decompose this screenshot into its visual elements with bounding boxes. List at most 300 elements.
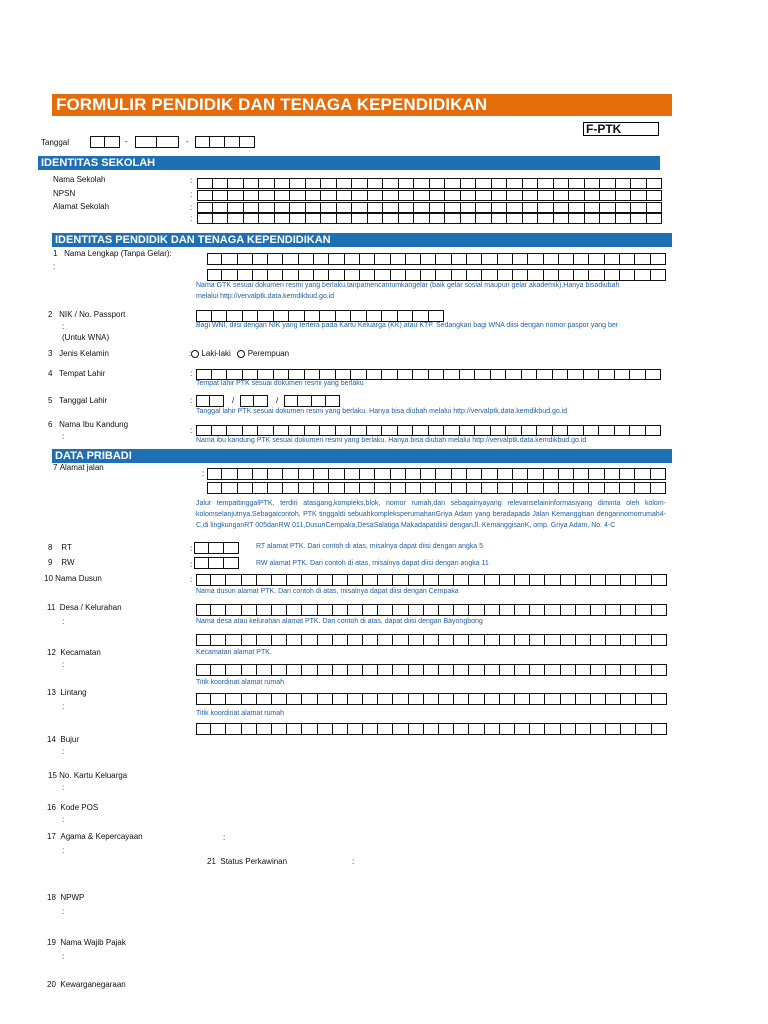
tanggal-year-boxes[interactable] (195, 136, 255, 148)
char-box[interactable] (244, 178, 260, 189)
char-box[interactable] (469, 604, 484, 616)
char-box[interactable] (530, 723, 545, 735)
char-box[interactable] (616, 202, 632, 213)
char-box[interactable] (253, 253, 268, 265)
char-box[interactable] (243, 425, 259, 436)
f6-boxes[interactable] (196, 425, 661, 436)
char-box[interactable] (522, 369, 538, 380)
char-box[interactable] (439, 604, 454, 616)
char-box[interactable] (257, 634, 272, 646)
char-box[interactable] (197, 190, 213, 201)
char-box[interactable] (507, 190, 523, 201)
char-box[interactable] (393, 723, 408, 735)
char-box[interactable] (605, 253, 620, 265)
char-box[interactable] (360, 482, 375, 494)
f13-boxes[interactable] (196, 664, 667, 676)
char-box[interactable] (211, 723, 226, 735)
char-box[interactable] (452, 468, 467, 480)
char-box[interactable] (620, 482, 635, 494)
char-box[interactable] (399, 202, 415, 213)
char-box[interactable] (652, 723, 667, 735)
char-box[interactable] (507, 202, 523, 213)
char-box[interactable] (430, 202, 446, 213)
char-box[interactable] (414, 190, 430, 201)
char-box[interactable] (299, 253, 314, 265)
char-box[interactable] (621, 664, 636, 676)
char-box[interactable] (605, 482, 620, 494)
char-box[interactable] (475, 369, 491, 380)
char-box[interactable] (476, 190, 492, 201)
f9-boxes[interactable] (194, 557, 239, 569)
tanggal-month-boxes[interactable] (135, 136, 179, 148)
char-box[interactable] (302, 693, 317, 705)
char-box[interactable] (500, 693, 515, 705)
char-box[interactable] (196, 604, 211, 616)
char-box[interactable] (600, 190, 616, 201)
char-box[interactable] (445, 190, 461, 201)
char-box[interactable] (454, 664, 469, 676)
char-box[interactable] (348, 634, 363, 646)
char-box[interactable] (545, 634, 560, 646)
char-box[interactable] (635, 468, 650, 480)
char-box[interactable] (568, 369, 584, 380)
char-box[interactable] (242, 693, 257, 705)
char-box[interactable] (393, 634, 408, 646)
char-box[interactable] (424, 693, 439, 705)
char-box[interactable] (318, 574, 333, 586)
char-box[interactable] (515, 664, 530, 676)
char-box[interactable] (545, 664, 560, 676)
char-box[interactable] (500, 604, 515, 616)
char-box[interactable] (620, 253, 635, 265)
char-box[interactable] (314, 253, 329, 265)
char-box[interactable] (409, 634, 424, 646)
f1-boxes-2[interactable] (207, 269, 666, 281)
char-box[interactable] (399, 190, 415, 201)
char-box[interactable] (333, 723, 348, 735)
char-box[interactable] (211, 664, 226, 676)
char-box[interactable] (436, 468, 451, 480)
char-box[interactable] (337, 178, 353, 189)
char-box[interactable] (378, 693, 393, 705)
char-box[interactable] (469, 664, 484, 676)
char-box[interactable] (329, 269, 344, 281)
char-box[interactable] (345, 253, 360, 265)
char-box[interactable] (299, 468, 314, 480)
f10-boxes[interactable] (196, 574, 667, 586)
char-box[interactable] (226, 664, 241, 676)
char-box[interactable] (454, 723, 469, 735)
laki-laki-radio[interactable] (191, 350, 199, 358)
char-box[interactable] (378, 574, 393, 586)
char-box[interactable] (196, 693, 211, 705)
char-box[interactable] (302, 574, 317, 586)
char-box[interactable] (530, 693, 545, 705)
char-box[interactable] (406, 269, 421, 281)
char-box[interactable] (523, 178, 539, 189)
char-box[interactable] (651, 482, 666, 494)
char-box[interactable] (274, 425, 290, 436)
char-box[interactable] (244, 213, 260, 224)
char-box[interactable] (430, 190, 446, 201)
alamat-sekolah-boxes-1[interactable] (197, 202, 662, 213)
char-box[interactable] (363, 574, 378, 586)
char-box[interactable] (545, 723, 560, 735)
char-box[interactable] (242, 604, 257, 616)
char-box[interactable] (318, 604, 333, 616)
char-box[interactable] (584, 369, 600, 380)
char-box[interactable] (591, 604, 606, 616)
char-box[interactable] (544, 468, 559, 480)
char-box[interactable] (258, 425, 274, 436)
char-box[interactable] (652, 574, 667, 586)
char-box[interactable] (461, 190, 477, 201)
char-box[interactable] (620, 468, 635, 480)
char-box[interactable] (421, 253, 436, 265)
char-box[interactable] (302, 723, 317, 735)
char-box[interactable] (436, 253, 451, 265)
char-box[interactable] (211, 604, 226, 616)
char-box[interactable] (636, 574, 651, 586)
char-box[interactable] (515, 693, 530, 705)
char-box[interactable] (105, 136, 120, 148)
char-box[interactable] (363, 693, 378, 705)
char-box[interactable] (209, 557, 224, 569)
char-box[interactable] (257, 723, 272, 735)
char-box[interactable] (393, 574, 408, 586)
char-box[interactable] (257, 664, 272, 676)
char-box[interactable] (259, 213, 275, 224)
char-box[interactable] (498, 269, 513, 281)
char-box[interactable] (538, 178, 554, 189)
char-box[interactable] (299, 269, 314, 281)
f12-boxes[interactable] (196, 634, 667, 646)
char-box[interactable] (212, 425, 228, 436)
char-box[interactable] (528, 468, 543, 480)
char-box[interactable] (306, 190, 322, 201)
char-box[interactable] (290, 190, 306, 201)
char-box[interactable] (600, 213, 616, 224)
char-box[interactable] (559, 482, 574, 494)
char-box[interactable] (485, 574, 500, 586)
char-box[interactable] (378, 664, 393, 676)
char-box[interactable] (326, 395, 340, 407)
char-box[interactable] (368, 202, 384, 213)
char-box[interactable] (537, 369, 553, 380)
char-box[interactable] (424, 634, 439, 646)
char-box[interactable] (196, 723, 211, 735)
char-box[interactable] (305, 425, 321, 436)
char-box[interactable] (485, 723, 500, 735)
char-box[interactable] (421, 482, 436, 494)
char-box[interactable] (318, 634, 333, 646)
char-box[interactable] (222, 269, 237, 281)
char-box[interactable] (409, 664, 424, 676)
char-box[interactable] (492, 213, 508, 224)
f1-boxes-1[interactable] (207, 253, 666, 265)
char-box[interactable] (290, 213, 306, 224)
char-box[interactable] (576, 664, 591, 676)
char-box[interactable] (272, 634, 287, 646)
char-box[interactable] (424, 604, 439, 616)
char-box[interactable] (445, 213, 461, 224)
char-box[interactable] (393, 664, 408, 676)
char-box[interactable] (646, 425, 662, 436)
char-box[interactable] (197, 202, 213, 213)
char-box[interactable] (500, 664, 515, 676)
char-box[interactable] (482, 482, 497, 494)
char-box[interactable] (275, 202, 291, 213)
char-box[interactable] (631, 202, 647, 213)
char-box[interactable] (492, 202, 508, 213)
char-box[interactable] (398, 369, 414, 380)
char-box[interactable] (409, 693, 424, 705)
char-box[interactable] (585, 190, 601, 201)
char-box[interactable] (222, 468, 237, 480)
char-box[interactable] (492, 178, 508, 189)
char-box[interactable] (469, 634, 484, 646)
char-box[interactable] (576, 604, 591, 616)
char-box[interactable] (409, 574, 424, 586)
char-box[interactable] (544, 482, 559, 494)
char-box[interactable] (352, 213, 368, 224)
char-box[interactable] (452, 482, 467, 494)
f11-boxes[interactable] (196, 604, 667, 616)
char-box[interactable] (257, 693, 272, 705)
char-box[interactable] (196, 574, 211, 586)
char-box[interactable] (228, 190, 244, 201)
char-box[interactable] (318, 664, 333, 676)
char-box[interactable] (554, 202, 570, 213)
char-box[interactable] (196, 634, 211, 646)
char-box[interactable] (636, 664, 651, 676)
char-box[interactable] (530, 634, 545, 646)
char-box[interactable] (318, 693, 333, 705)
char-box[interactable] (620, 269, 635, 281)
char-box[interactable] (391, 468, 406, 480)
f14-boxes[interactable] (196, 693, 667, 705)
char-box[interactable] (469, 693, 484, 705)
char-box[interactable] (591, 664, 606, 676)
char-box[interactable] (211, 574, 226, 586)
char-box[interactable] (561, 604, 576, 616)
char-box[interactable] (538, 190, 554, 201)
char-box[interactable] (430, 213, 446, 224)
char-box[interactable] (351, 425, 367, 436)
char-box[interactable] (589, 269, 604, 281)
char-box[interactable] (337, 202, 353, 213)
char-box[interactable] (272, 604, 287, 616)
char-box[interactable] (605, 269, 620, 281)
char-box[interactable] (621, 604, 636, 616)
char-box[interactable] (651, 253, 666, 265)
char-box[interactable] (576, 723, 591, 735)
f5-month-boxes[interactable] (240, 395, 268, 407)
char-box[interactable] (506, 425, 522, 436)
char-box[interactable] (569, 213, 585, 224)
char-box[interactable] (599, 369, 615, 380)
char-box[interactable] (652, 604, 667, 616)
char-box[interactable] (469, 723, 484, 735)
char-box[interactable] (406, 468, 421, 480)
char-box[interactable] (591, 574, 606, 586)
char-box[interactable] (238, 253, 253, 265)
char-box[interactable] (589, 468, 604, 480)
char-box[interactable] (226, 604, 241, 616)
char-box[interactable] (398, 425, 414, 436)
char-box[interactable] (461, 202, 477, 213)
char-box[interactable] (652, 693, 667, 705)
char-box[interactable] (469, 574, 484, 586)
char-box[interactable] (268, 269, 283, 281)
char-box[interactable] (226, 693, 241, 705)
char-box[interactable] (498, 482, 513, 494)
char-box[interactable] (329, 468, 344, 480)
char-box[interactable] (476, 178, 492, 189)
char-box[interactable] (242, 574, 257, 586)
char-box[interactable] (444, 425, 460, 436)
char-box[interactable] (228, 202, 244, 213)
char-box[interactable] (382, 425, 398, 436)
char-box[interactable] (554, 178, 570, 189)
char-box[interactable] (329, 482, 344, 494)
char-box[interactable] (454, 634, 469, 646)
char-box[interactable] (207, 468, 222, 480)
char-box[interactable] (647, 190, 663, 201)
char-box[interactable] (636, 693, 651, 705)
char-box[interactable] (585, 213, 601, 224)
char-box[interactable] (444, 369, 460, 380)
char-box[interactable] (621, 634, 636, 646)
char-box[interactable] (544, 253, 559, 265)
char-box[interactable] (436, 482, 451, 494)
char-box[interactable] (259, 178, 275, 189)
char-box[interactable] (290, 178, 306, 189)
char-box[interactable] (275, 213, 291, 224)
char-box[interactable] (368, 213, 384, 224)
char-box[interactable] (207, 269, 222, 281)
char-box[interactable] (545, 574, 560, 586)
f8-boxes[interactable] (194, 542, 239, 554)
char-box[interactable] (522, 425, 538, 436)
char-box[interactable] (429, 425, 445, 436)
char-box[interactable] (585, 202, 601, 213)
char-box[interactable] (345, 468, 360, 480)
char-box[interactable] (500, 574, 515, 586)
char-box[interactable] (591, 723, 606, 735)
char-box[interactable] (226, 634, 241, 646)
char-box[interactable] (213, 202, 229, 213)
char-box[interactable] (306, 178, 322, 189)
char-box[interactable] (259, 190, 275, 201)
char-box[interactable] (461, 178, 477, 189)
char-box[interactable] (460, 425, 476, 436)
char-box[interactable] (631, 190, 647, 201)
char-box[interactable] (238, 269, 253, 281)
char-box[interactable] (630, 425, 646, 436)
char-box[interactable] (467, 253, 482, 265)
perempuan-radio[interactable] (237, 350, 245, 358)
char-box[interactable] (439, 693, 454, 705)
char-box[interactable] (553, 425, 569, 436)
char-box[interactable] (513, 482, 528, 494)
char-box[interactable] (561, 574, 576, 586)
char-box[interactable] (367, 425, 383, 436)
char-box[interactable] (630, 369, 646, 380)
char-box[interactable] (272, 693, 287, 705)
char-box[interactable] (584, 425, 600, 436)
char-box[interactable] (298, 395, 312, 407)
alamat-sekolah-boxes-2[interactable] (197, 213, 662, 224)
char-box[interactable] (574, 482, 589, 494)
char-box[interactable] (414, 202, 430, 213)
char-box[interactable] (528, 269, 543, 281)
char-box[interactable] (238, 468, 253, 480)
char-box[interactable] (211, 693, 226, 705)
char-box[interactable] (287, 693, 302, 705)
char-box[interactable] (513, 269, 528, 281)
char-box[interactable] (454, 693, 469, 705)
char-box[interactable] (375, 253, 390, 265)
char-box[interactable] (399, 213, 415, 224)
char-box[interactable] (616, 190, 632, 201)
char-box[interactable] (528, 482, 543, 494)
char-box[interactable] (242, 634, 257, 646)
char-box[interactable] (467, 482, 482, 494)
char-box[interactable] (90, 136, 105, 148)
char-box[interactable] (424, 723, 439, 735)
char-box[interactable] (378, 634, 393, 646)
char-box[interactable] (559, 269, 574, 281)
char-box[interactable] (391, 253, 406, 265)
char-box[interactable] (606, 604, 621, 616)
char-box[interactable] (306, 213, 322, 224)
char-box[interactable] (515, 634, 530, 646)
char-box[interactable] (210, 136, 225, 148)
char-box[interactable] (242, 664, 257, 676)
char-box[interactable] (244, 202, 260, 213)
char-box[interactable] (506, 369, 522, 380)
char-box[interactable] (561, 634, 576, 646)
char-box[interactable] (363, 664, 378, 676)
char-box[interactable] (647, 178, 663, 189)
char-box[interactable] (378, 723, 393, 735)
char-box[interactable] (283, 269, 298, 281)
char-box[interactable] (360, 269, 375, 281)
char-box[interactable] (318, 723, 333, 735)
char-box[interactable] (337, 190, 353, 201)
char-box[interactable] (507, 178, 523, 189)
f5-year-boxes[interactable] (284, 395, 340, 407)
char-box[interactable] (538, 213, 554, 224)
char-box[interactable] (554, 213, 570, 224)
char-box[interactable] (574, 253, 589, 265)
char-box[interactable] (348, 574, 363, 586)
char-box[interactable] (360, 468, 375, 480)
char-box[interactable] (636, 723, 651, 735)
char-box[interactable] (196, 425, 212, 436)
char-box[interactable] (306, 202, 322, 213)
char-box[interactable] (647, 202, 663, 213)
char-box[interactable] (544, 269, 559, 281)
char-box[interactable] (500, 723, 515, 735)
char-box[interactable] (238, 482, 253, 494)
char-box[interactable] (352, 178, 368, 189)
char-box[interactable] (321, 213, 337, 224)
char-box[interactable] (257, 574, 272, 586)
char-box[interactable] (197, 178, 213, 189)
char-box[interactable] (333, 634, 348, 646)
